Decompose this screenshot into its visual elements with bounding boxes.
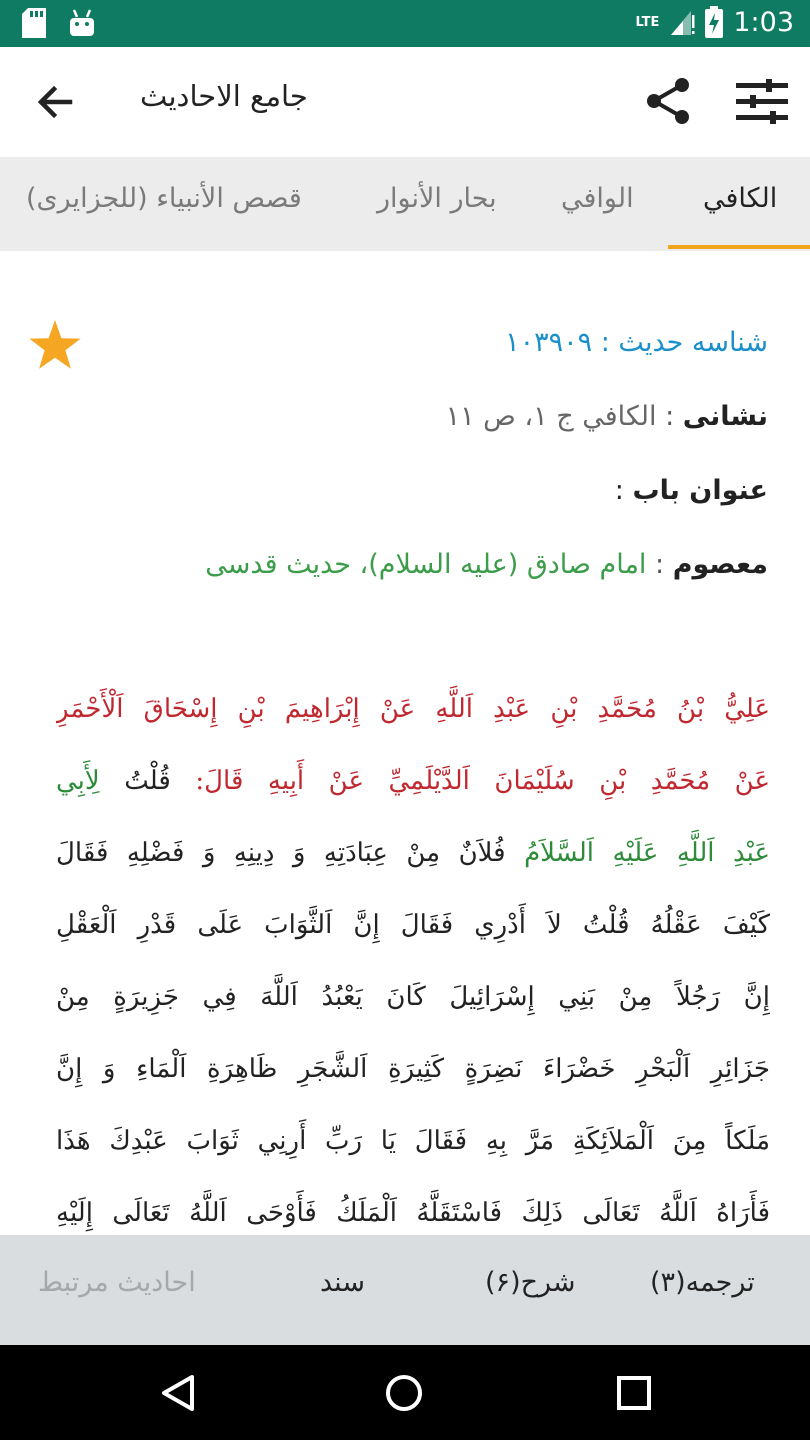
address-label: نشانى xyxy=(682,401,768,432)
share-icon[interactable] xyxy=(644,75,692,127)
address-value: الكافي ج ۱، ص ۱۱ xyxy=(445,401,657,432)
hadith-text xyxy=(56,673,770,1235)
hadith-line: عَبْدِ اَللَّهِ عَلَيْهِ اَلسَّلاَمُ فُلاَنٌ مِنْ عِبَادَتِهِ وَ دِينِهِ وَ فَضْلِهِ فَقَالَ xyxy=(56,838,770,868)
book-tabs xyxy=(0,157,810,251)
status-bar xyxy=(0,0,810,47)
hadith-line: مَلَكاً مِنَ اَلْمَلاَئِكَةِ مَرَّ بِهِ فَقَالَ يَا رَبِّ أَرِنِي ثَوَابَ عَبْدِكَ هَذَا xyxy=(56,1126,770,1156)
hadith-line: كَيْفَ عَقْلُهُ قُلْتُ لاَ أَدْرِي فَقَالَ إِنَّ اَلثَّوَابَ عَلَى قَدْرِ اَلْعَقْلِ xyxy=(56,910,770,940)
active-tab-indicator xyxy=(668,245,810,249)
hadith-line: عَلِيُّ بْنُ مُحَمَّدِ بْنِ عَبْدِ اَللَّهِ عَنْ إِبْرَاهِيمَ بْنِ إِسْحَاقَ اَلْأَحْمَرِ xyxy=(56,694,770,724)
android-icon xyxy=(68,8,96,38)
filter-settings-icon[interactable] xyxy=(736,79,788,125)
system-nav-bar xyxy=(0,1345,810,1440)
nav-recents-icon[interactable] xyxy=(614,1373,654,1413)
app-bar xyxy=(0,47,810,157)
translation-button[interactable]: ترجمه(۳) xyxy=(650,1267,755,1298)
network-type: LTE xyxy=(635,14,660,30)
masoum-row: معصوم : امام صادق (عليه السلام)، حديث قدسى xyxy=(205,549,768,580)
chapter-label: عنوان باب xyxy=(632,475,768,506)
tab-qisas[interactable]: قصص الأنبياء (للجزايرى) xyxy=(26,183,302,214)
tab-bihar[interactable]: بحار الأنوار xyxy=(377,183,497,214)
hadith-line: جَزَائِرِ اَلْبَحْرِ خَضْرَاءَ نَضِرَةٍ كَثِيرَةِ اَلشَّجَرِ ظَاهِرَةِ اَلْمَاءِ وَ إِنَّ xyxy=(56,1054,770,1084)
sd-card-icon xyxy=(22,8,46,38)
nav-home-icon[interactable] xyxy=(384,1373,424,1413)
page-title: جامع الاحاديث xyxy=(140,79,308,113)
favorite-star-icon[interactable] xyxy=(28,319,82,371)
hadith-id-value: ۱۰۳۹۰۹ xyxy=(505,327,593,358)
signal-icon xyxy=(669,7,695,37)
back-arrow-icon[interactable] xyxy=(30,77,80,127)
masoum-value: امام صادق (عليه السلام)، حديث قدسى xyxy=(205,549,647,580)
chapter-row: عنوان باب : xyxy=(614,475,768,506)
battery-charging-icon xyxy=(705,6,723,38)
hadith-line: عَنْ مُحَمَّدِ بْنِ سُلَيْمَانَ اَلدَّيْلَمِيِّ عَنْ أَبِيهِ قَالَ: قُلْتُ لِأَبِي xyxy=(56,766,770,796)
address-row: نشانى : الكافي ج ۱، ص ۱۱ xyxy=(445,401,768,432)
masoum-label: معصوم xyxy=(672,549,768,580)
tab-kafi[interactable]: الكافي xyxy=(703,183,778,214)
bottom-action-bar xyxy=(0,1235,810,1345)
hadith-line: فَأَرَاهُ اَللَّهُ تَعَالَى ذَلِكَ فَاسْتَقَلَّهُ اَلْمَلَكُ فَأَوْحَى اَللَّهُ تَعَالَى إِلَيْهِ xyxy=(56,1198,770,1228)
sharh-button[interactable]: شرح(۶) xyxy=(485,1267,576,1298)
hadith-id-label: شناسه حديث : xyxy=(600,327,768,358)
tab-wafi[interactable]: الوافي xyxy=(561,183,634,214)
hadith-content[interactable] xyxy=(0,251,810,1235)
hadith-line: إِنَّ رَجُلاً مِنْ بَنِي إِسْرَائِيلَ كَانَ يَعْبُدُ اَللَّهَ فِي جَزِيرَةٍ مِنْ xyxy=(56,982,770,1012)
related-hadith-button[interactable]: احاديث مرتبط xyxy=(38,1267,196,1298)
nav-back-icon[interactable] xyxy=(158,1373,198,1413)
sanad-button[interactable]: سند xyxy=(320,1267,365,1298)
status-time: 1:03 xyxy=(733,6,794,38)
hadith-id-row xyxy=(505,327,768,358)
